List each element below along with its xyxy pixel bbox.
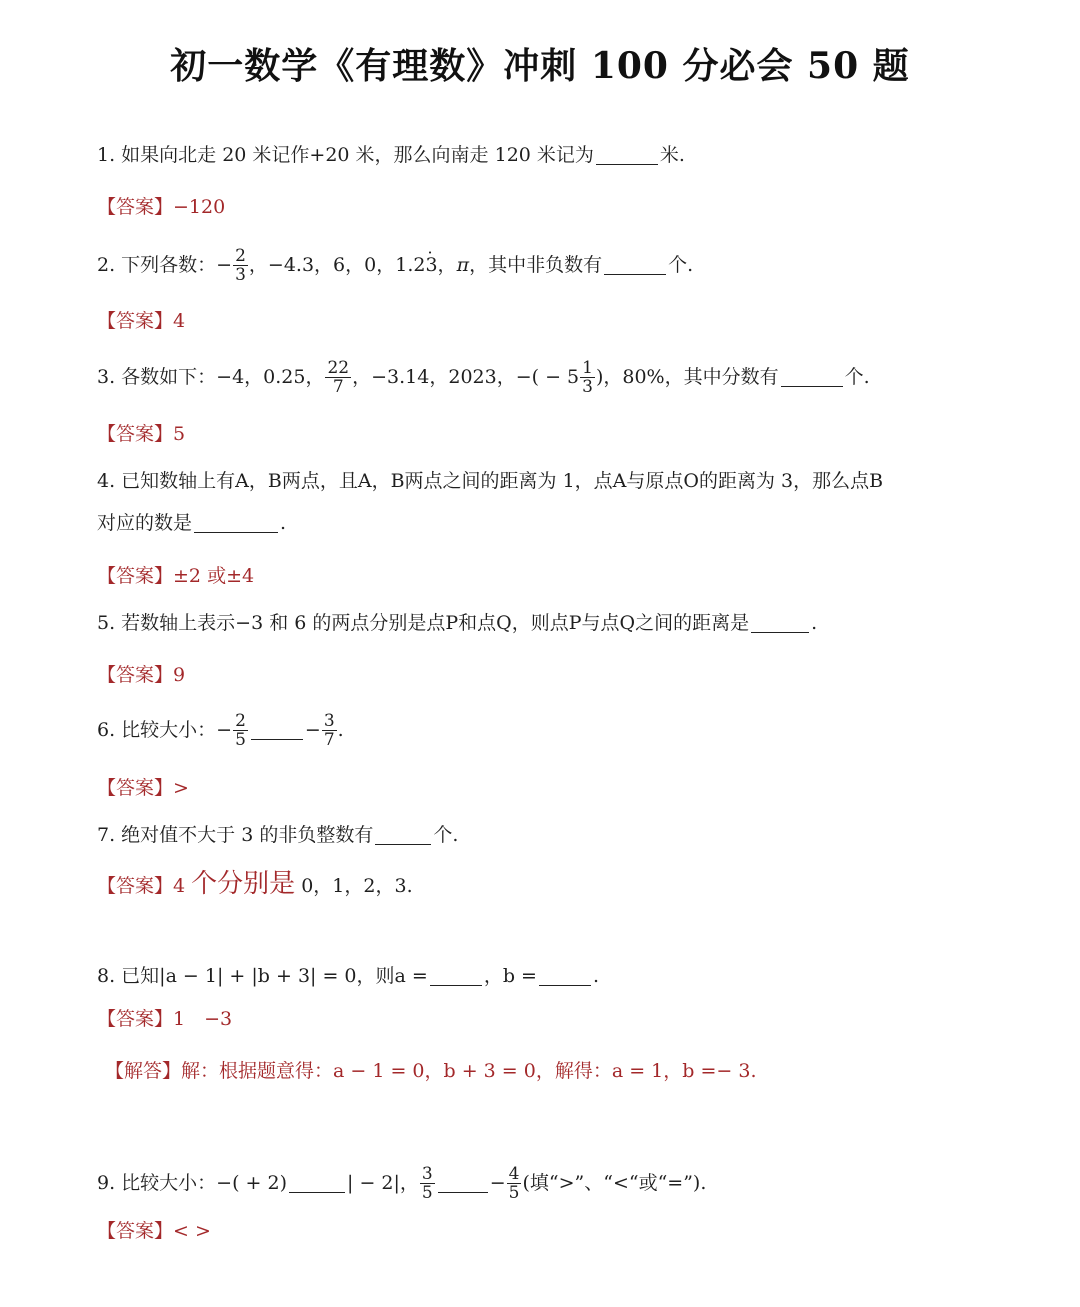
answer-1 [97,195,225,219]
question-4-line-1 [97,469,883,493]
answer-8 [97,1007,232,1031]
question-text-mid: ，−4.3，6，0，1.2 [248,254,426,276]
repeating-digit: · 3 [425,253,437,277]
question-text: 6. 比较大小：− [97,719,233,741]
question-2 [97,245,693,285]
answer-mark: 【答案】 [97,565,174,587]
separator: ， [437,254,457,276]
question-text-mid: ，b = [483,965,537,987]
answer-mark: 【答案】 [97,1220,174,1242]
question-7 [97,823,458,847]
answer-value: 1 −3 [173,1008,233,1030]
pi-symbol: π [456,254,470,276]
question-tail: 个. [844,366,870,388]
answer-blank [375,826,431,845]
fraction: $\frac{22}{7}$ [327,357,350,397]
answer-blank [251,721,303,740]
minus-sign: − [304,719,321,741]
answer-tail: 0，1，2，3. [301,875,413,897]
solution-text: 解：根据题意得：a − 1 = 0，b + 3 = 0，解得：a = 1，b =− 3. [181,1060,757,1082]
answer-blank [194,514,278,533]
fraction: $\frac{2}{3}$ [235,245,246,285]
answer-blank [781,368,843,387]
question-text-tail: )，80%，其中分数有 [595,366,779,388]
fraction: $\frac{3}{7}$ [323,710,335,750]
answer-blank [604,256,666,275]
answer-6 [97,776,189,800]
answer-mark: 【答案】 [97,196,174,218]
fraction: $\frac{3}{5}$ [421,1163,433,1203]
question-text: 5. 若数轴上表示−3 和 6 的两点分别是点P和点Q，则点P与点Q之间的距离是 [97,612,750,634]
question-6 [97,710,344,750]
answer-value: > [173,777,189,799]
question-tail: . [811,612,818,634]
answer-value: 5 [173,423,186,445]
question-1 [97,143,685,167]
answer-7 [97,869,413,899]
fraction: $\frac{2}{5}$ [235,710,246,750]
question-text: 对应的数是 [97,512,193,534]
answer-mark: 【答案】 [97,1008,174,1030]
answer-3 [97,422,185,446]
answer-blank-1 [289,1174,345,1193]
answer-mark: 【答案】 [97,664,174,686]
question-text: 1. 如果向北走 20 米记作+20 米，那么向南走 120 米记为 [97,144,594,166]
question-text-mid: | − 2|， [347,1172,419,1194]
answer-value: −120 [173,196,226,218]
answer-value: ±2 或±4 [173,565,255,587]
question-tail: 个. [433,824,459,846]
question-tail: 个. [668,254,694,276]
question-text-mid: ，−3.14，2023，−( − 5 [352,366,580,388]
answer-blank [751,614,809,633]
answer-value: 4 [173,875,186,897]
question-tail: . [592,965,599,987]
answer-extra: 个分别是 [191,869,296,899]
solution-8 [105,1059,756,1083]
answer-value: 4 [173,310,186,332]
solution-mark: 【解答】 [105,1060,182,1082]
question-text: 2. 下列各数：− [97,254,233,276]
question-text: 9. 比较大小：−( + 2) [97,1172,288,1194]
answer-value: < > [173,1220,211,1242]
answer-blank [596,146,658,165]
question-text: 4. 已知数轴上有A，B两点，且A，B两点之间的距离为 1，点A与原点O的距离为 3，那么点B [97,470,884,492]
answer-9 [97,1219,211,1243]
minus-sign: − [489,1172,506,1194]
question-9 [97,1163,706,1203]
question-text: 7. 绝对值不大于 3 的非负整数有 [97,824,374,846]
question-8 [97,964,599,988]
answer-blank-a [430,967,482,986]
question-text-tail: ，其中非负数有 [469,254,603,276]
answer-mark: 【答案】 [97,777,174,799]
question-tail: (填“>”、“<“或“=”). [522,1172,707,1194]
answer-mark: 【答案】 [97,875,174,897]
page-title: 初一数学《有理数》冲刺 100 分必会 50 题 [170,45,910,87]
question-text: 3. 各数如下：−4，0.25， [97,366,325,388]
question-4-line-2 [97,511,286,535]
answer-mark: 【答案】 [97,423,174,445]
fraction: $\frac{1}{3}$ [582,357,593,397]
question-tail: 米. [659,144,685,166]
answer-5 [97,663,185,687]
answer-2 [97,309,185,333]
question-3 [97,357,870,397]
fraction: $\frac{4}{5}$ [508,1163,520,1203]
question-tail: . [280,512,287,534]
question-tail: . [337,719,344,741]
answer-4 [97,564,254,588]
question-text: 8. 已知|a − 1| + |b + 3| = 0，则a = [97,965,428,987]
answer-value: 9 [173,664,186,686]
answer-mark: 【答案】 [97,310,174,332]
answer-blank-2 [438,1174,488,1193]
answer-blank-b [539,967,591,986]
question-5 [97,611,817,635]
